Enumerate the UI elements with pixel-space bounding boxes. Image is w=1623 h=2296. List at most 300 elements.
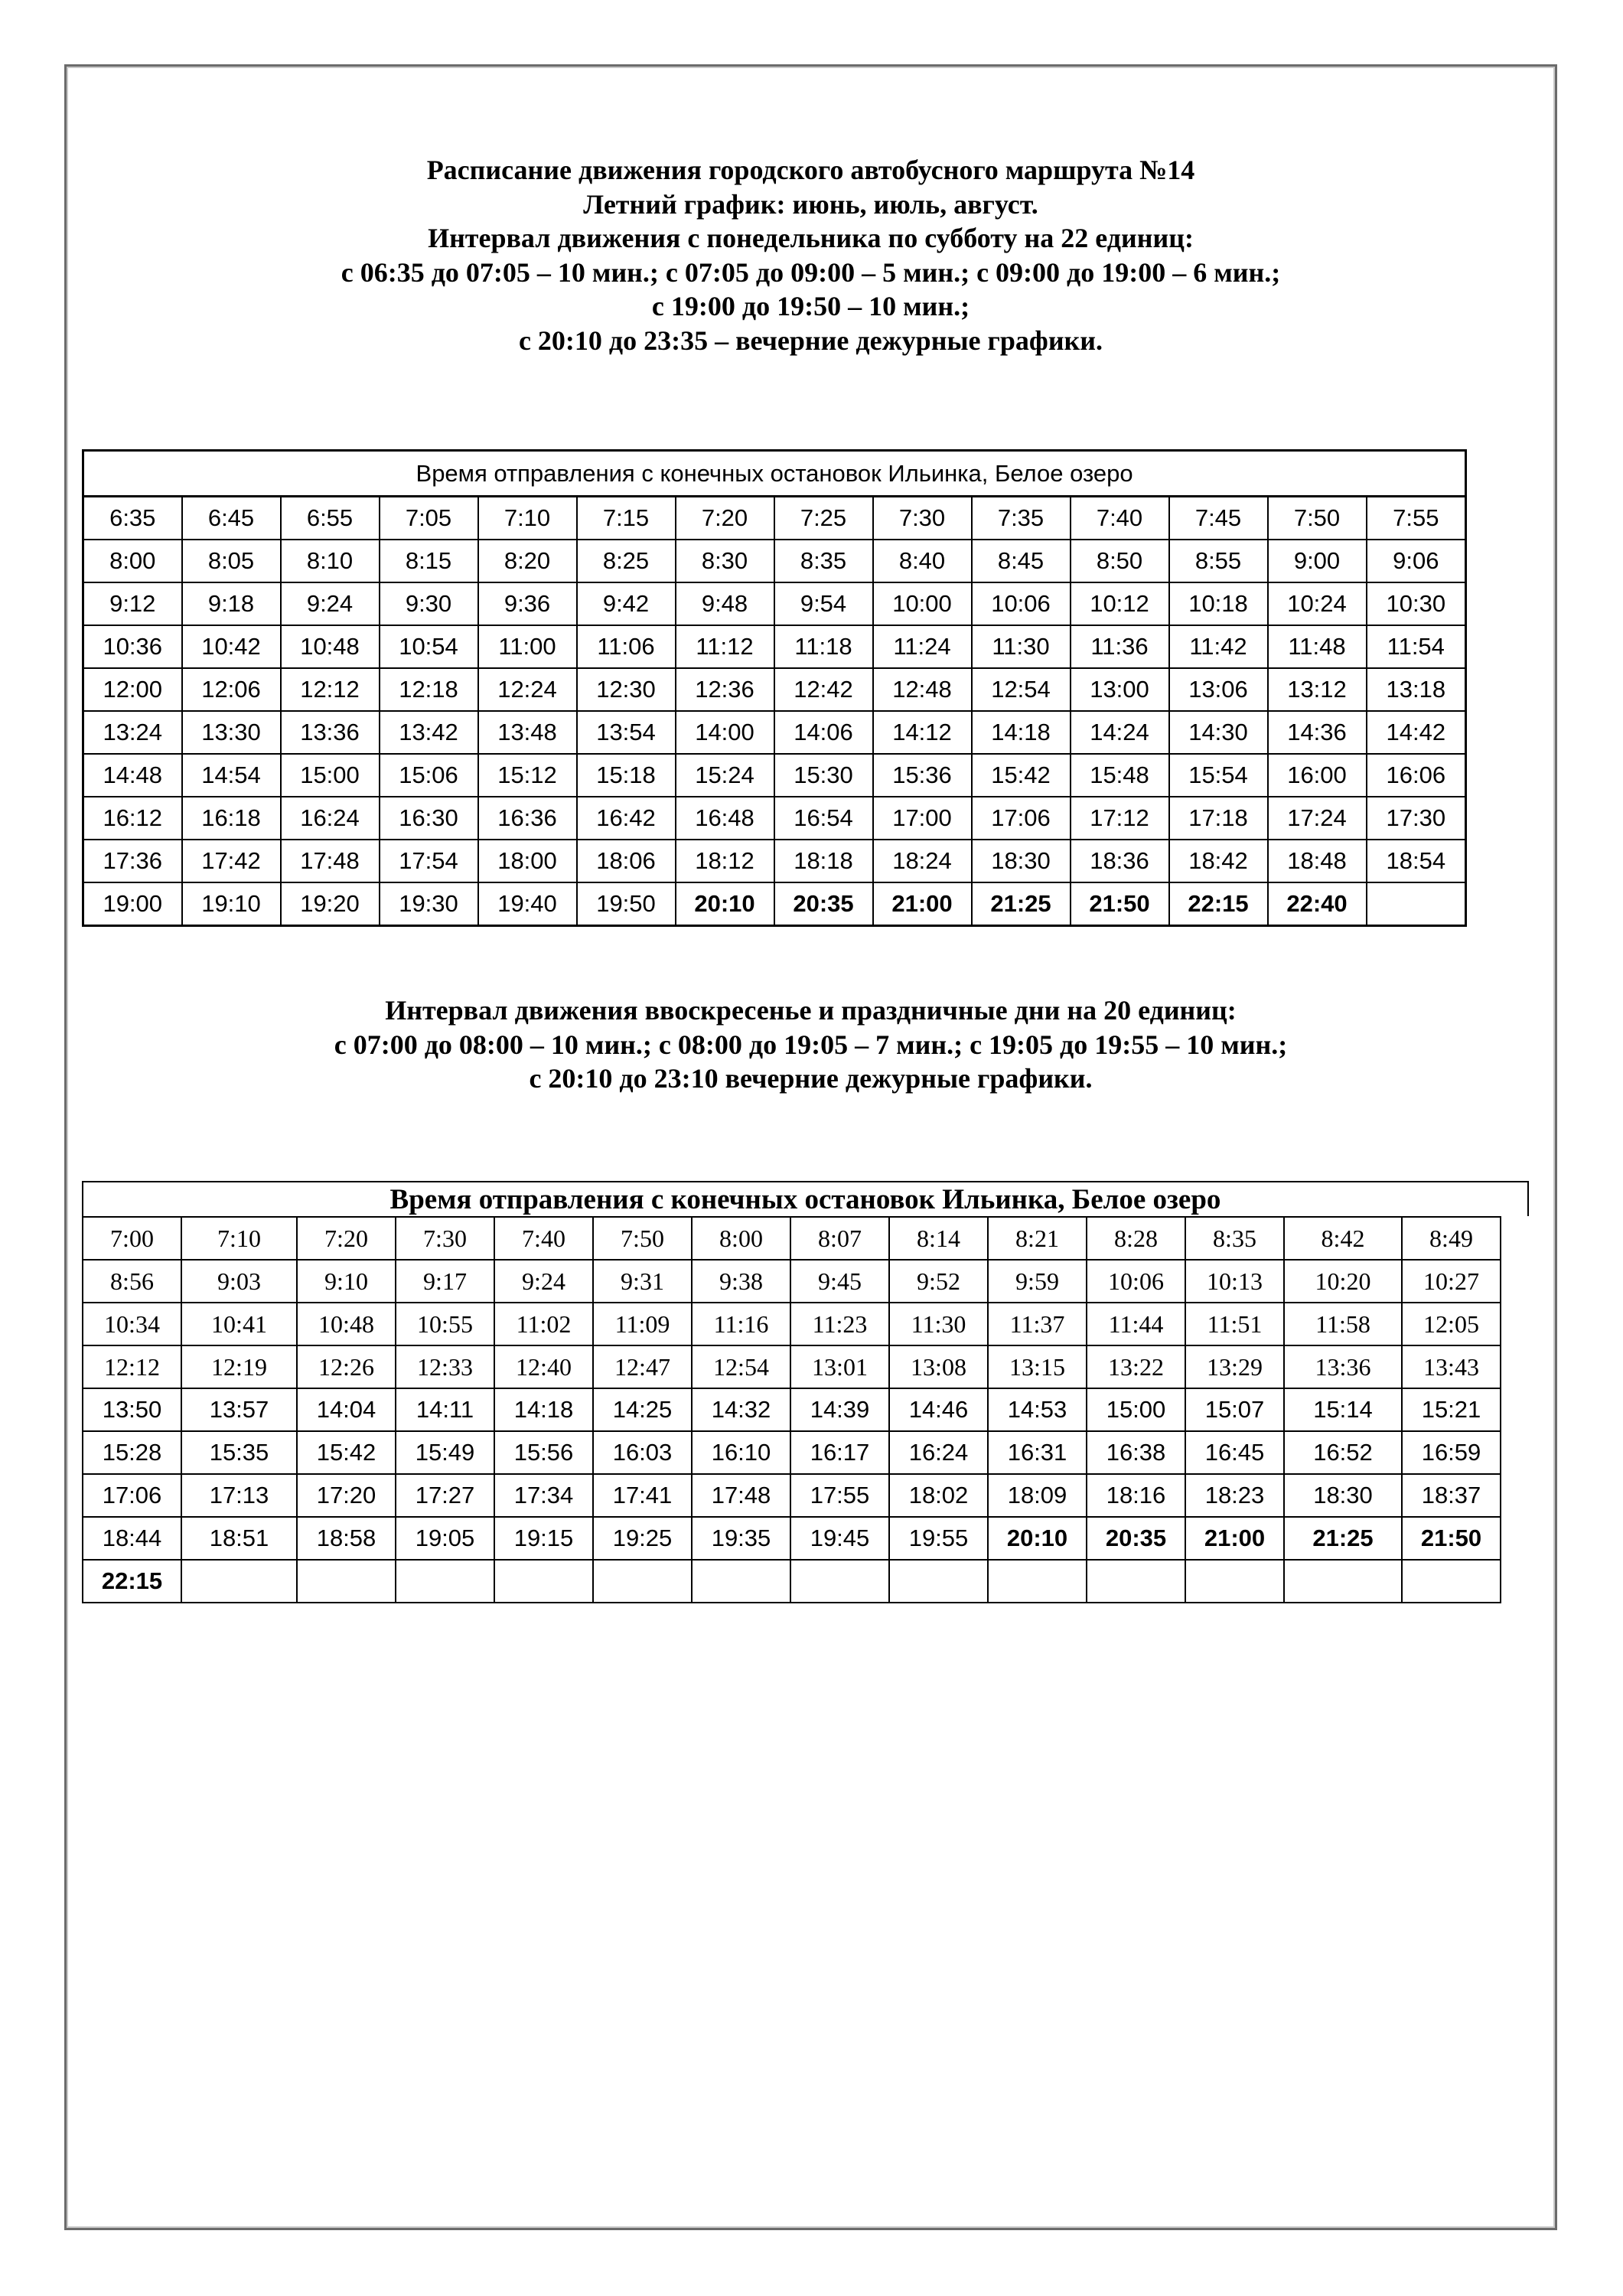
departure-time-cell: 8:20	[478, 540, 577, 582]
departure-time-cell	[889, 1560, 988, 1603]
departure-time-cell: 22:15	[1169, 882, 1268, 926]
departure-time-cell	[1284, 1560, 1402, 1603]
departure-time-cell: 13:18	[1367, 668, 1466, 711]
departure-time-cell: 17:06	[972, 797, 1071, 840]
departure-time-cell: 16:06	[1367, 754, 1466, 797]
departure-time-cell: 21:00	[1185, 1517, 1284, 1560]
departure-time-cell: 17:41	[593, 1474, 692, 1517]
departure-time-cell: 8:00	[83, 540, 182, 582]
departure-time-cell	[396, 1560, 494, 1603]
page-border	[64, 64, 1557, 2230]
departure-time-cell: 8:56	[83, 1260, 181, 1303]
departure-time-cell: 13:12	[1268, 668, 1367, 711]
departure-time-cell: 15:56	[494, 1431, 593, 1474]
departure-time-cell	[1087, 1560, 1185, 1603]
departure-time-cell: 11:42	[1169, 625, 1268, 668]
departure-time-cell: 6:55	[281, 497, 380, 540]
departure-time-cell: 19:05	[396, 1517, 494, 1560]
departure-time-cell: 15:12	[478, 754, 577, 797]
departure-time-cell: 21:50	[1071, 882, 1169, 926]
departure-time-cell: 18:24	[873, 840, 972, 882]
departure-time-cell: 18:36	[1071, 840, 1169, 882]
table-row	[83, 1303, 1501, 1345]
departure-time-cell: 13:29	[1185, 1345, 1284, 1388]
departure-time-cell: 11:12	[676, 625, 774, 668]
departure-time-cell: 17:27	[396, 1474, 494, 1517]
departure-time-cell: 11:54	[1367, 625, 1466, 668]
departure-time-cell: 18:06	[577, 840, 676, 882]
departure-time-cell: 14:32	[692, 1388, 790, 1431]
departure-time-cell: 18:51	[181, 1517, 297, 1560]
departure-time-cell: 14:46	[889, 1388, 988, 1431]
table-row	[83, 1474, 1501, 1517]
departure-time-cell: 17:54	[380, 840, 478, 882]
departure-time-cell: 9:36	[478, 582, 577, 625]
departure-time-cell: 16:18	[182, 797, 281, 840]
departure-time-cell	[1367, 882, 1466, 926]
table-row	[83, 540, 1466, 582]
departure-time-cell: 17:24	[1268, 797, 1367, 840]
departure-time-cell: 7:40	[1071, 497, 1169, 540]
departure-time-cell: 11:30	[972, 625, 1071, 668]
departure-time-cell: 20:10	[988, 1517, 1087, 1560]
departure-time-cell: 18:30	[972, 840, 1071, 882]
departure-time-cell: 17:00	[873, 797, 972, 840]
departure-time-cell: 9:52	[889, 1260, 988, 1303]
departure-time-cell: 12:47	[593, 1345, 692, 1388]
departure-time-cell: 19:30	[380, 882, 478, 926]
departure-time-cell: 14:04	[297, 1388, 396, 1431]
departure-time-cell: 16:45	[1185, 1431, 1284, 1474]
departure-time-cell: 19:25	[593, 1517, 692, 1560]
departure-time-cell: 8:42	[1284, 1217, 1402, 1260]
departure-time-cell: 9:30	[380, 582, 478, 625]
departure-time-cell: 13:06	[1169, 668, 1268, 711]
table-row	[83, 1388, 1501, 1431]
departure-time-cell: 12:40	[494, 1345, 593, 1388]
departure-time-cell: 8:30	[676, 540, 774, 582]
departure-time-cell: 10:12	[1071, 582, 1169, 625]
departure-time-cell: 15:00	[1087, 1388, 1185, 1431]
departure-time-cell: 17:06	[83, 1474, 181, 1517]
departure-time-cell: 18:37	[1402, 1474, 1501, 1517]
departure-time-cell: 12:54	[692, 1345, 790, 1388]
departure-time-cell: 19:55	[889, 1517, 988, 1560]
table-row	[83, 754, 1466, 797]
departure-time-cell: 9:06	[1367, 540, 1466, 582]
departure-time-cell: 17:36	[83, 840, 182, 882]
departure-time-cell: 16:10	[692, 1431, 790, 1474]
departure-time-cell: 7:20	[297, 1217, 396, 1260]
departure-time-cell: 14:42	[1367, 711, 1466, 754]
departure-time-cell: 7:50	[593, 1217, 692, 1260]
departure-time-cell: 10:20	[1284, 1260, 1402, 1303]
departure-time-cell: 12:18	[380, 668, 478, 711]
departure-time-cell: 16:24	[889, 1431, 988, 1474]
departure-time-cell: 12:12	[281, 668, 380, 711]
departure-time-cell: 18:30	[1284, 1474, 1402, 1517]
header-interval-line: с 20:10 до 23:35 – вечерние дежурные графики.	[518, 325, 1103, 356]
departure-time-cell: 8:21	[988, 1217, 1087, 1260]
departure-time-cell: 11:06	[577, 625, 676, 668]
departure-time-cell: 15:49	[396, 1431, 494, 1474]
table-row	[83, 1217, 1501, 1260]
departure-time-cell: 14:48	[83, 754, 182, 797]
departure-time-cell: 14:24	[1071, 711, 1169, 754]
departure-time-cell: 12:54	[972, 668, 1071, 711]
departure-time-cell: 17:30	[1367, 797, 1466, 840]
departure-time-cell: 9:48	[676, 582, 774, 625]
departure-time-cell: 19:10	[182, 882, 281, 926]
header-interval-line: с 19:00 до 19:50 – 10 мин.;	[651, 291, 970, 321]
departure-time-cell: 8:50	[1071, 540, 1169, 582]
departure-time-cell: 22:40	[1268, 882, 1367, 926]
departure-time-cell: 9:31	[593, 1260, 692, 1303]
departure-time-cell: 10:34	[83, 1303, 181, 1345]
departure-time-cell: 14:30	[1169, 711, 1268, 754]
departure-time-cell	[494, 1560, 593, 1603]
departure-time-cell: 7:55	[1367, 497, 1466, 540]
table-title: Время отправления с конечных остановок Ильинка, Белое озеро	[82, 1181, 1529, 1216]
departure-time-cell: 19:50	[577, 882, 676, 926]
departure-time-cell: 10:06	[972, 582, 1071, 625]
departure-time-cell: 11:44	[1087, 1303, 1185, 1345]
departure-time-cell: 11:18	[774, 625, 873, 668]
departure-time-cell: 8:10	[281, 540, 380, 582]
departure-time-cell: 12:48	[873, 668, 972, 711]
departure-time-cell: 19:20	[281, 882, 380, 926]
departure-time-cell: 11:00	[478, 625, 577, 668]
schedule-header-holidays	[64, 993, 1557, 1096]
departure-time-cell: 7:20	[676, 497, 774, 540]
departure-time-cell: 21:25	[972, 882, 1071, 926]
departure-time-cell: 7:25	[774, 497, 873, 540]
departure-time-cell: 13:36	[1284, 1345, 1402, 1388]
departure-time-cell: 17:55	[790, 1474, 889, 1517]
departure-time-cell: 19:40	[478, 882, 577, 926]
departure-time-cell: 17:42	[182, 840, 281, 882]
departure-time-cell: 8:35	[1185, 1217, 1284, 1260]
departure-time-cell: 11:58	[1284, 1303, 1402, 1345]
departure-time-cell: 18:00	[478, 840, 577, 882]
departure-time-cell: 11:36	[1071, 625, 1169, 668]
departure-time-cell: 17:13	[181, 1474, 297, 1517]
departure-time-cell	[1402, 1560, 1501, 1603]
departure-time-cell: 10:48	[281, 625, 380, 668]
departure-time-cell: 18:02	[889, 1474, 988, 1517]
departure-time-cell: 18:44	[83, 1517, 181, 1560]
departure-time-cell: 11:09	[593, 1303, 692, 1345]
departure-time-cell: 18:58	[297, 1517, 396, 1560]
departure-time-cell: 19:15	[494, 1517, 593, 1560]
departure-time-cell: 9:59	[988, 1260, 1087, 1303]
departure-time-cell: 13:42	[380, 711, 478, 754]
departure-time-cell: 15:42	[972, 754, 1071, 797]
departure-time-cell: 8:49	[1402, 1217, 1501, 1260]
departure-time-cell	[181, 1560, 297, 1603]
departure-time-cell: 20:10	[676, 882, 774, 926]
departure-time-cell: 14:12	[873, 711, 972, 754]
departure-time-cell: 17:48	[692, 1474, 790, 1517]
departure-time-cell: 14:06	[774, 711, 873, 754]
departure-time-cell: 18:42	[1169, 840, 1268, 882]
departure-time-cell: 12:36	[676, 668, 774, 711]
departure-time-cell: 16:38	[1087, 1431, 1185, 1474]
table-title: Время отправления с конечных остановок Ильинка, Белое озеро	[83, 451, 1466, 497]
table-row	[83, 625, 1466, 668]
departure-time-cell: 10:00	[873, 582, 972, 625]
departure-time-cell: 12:06	[182, 668, 281, 711]
departure-time-cell: 9:03	[181, 1260, 297, 1303]
departure-time-cell: 15:06	[380, 754, 478, 797]
departure-time-cell: 16:59	[1402, 1431, 1501, 1474]
departure-time-cell: 17:34	[494, 1474, 593, 1517]
departure-time-cell: 10:48	[297, 1303, 396, 1345]
departure-time-cell: 9:00	[1268, 540, 1367, 582]
departure-time-cell: 6:35	[83, 497, 182, 540]
departure-time-cell: 16:52	[1284, 1431, 1402, 1474]
departure-time-cell: 13:24	[83, 711, 182, 754]
departure-time-cell: 16:54	[774, 797, 873, 840]
table-row	[83, 1431, 1501, 1474]
departure-time-cell: 13:48	[478, 711, 577, 754]
departure-time-cell: 10:24	[1268, 582, 1367, 625]
departure-time-cell: 15:30	[774, 754, 873, 797]
departure-time-cell: 14:54	[182, 754, 281, 797]
departure-time-cell: 12:19	[181, 1345, 297, 1388]
departure-time-cell: 13:57	[181, 1388, 297, 1431]
departure-time-cell: 15:42	[297, 1431, 396, 1474]
departure-time-cell	[790, 1560, 889, 1603]
departure-time-cell: 17:20	[297, 1474, 396, 1517]
departure-time-cell: 15:35	[181, 1431, 297, 1474]
departure-time-cell: 21:00	[873, 882, 972, 926]
departure-time-cell: 11:02	[494, 1303, 593, 1345]
departure-time-cell: 7:45	[1169, 497, 1268, 540]
departure-time-cell: 7:50	[1268, 497, 1367, 540]
departure-time-cell: 7:00	[83, 1217, 181, 1260]
header-interval-line: с 06:35 до 07:05 – 10 мин.; с 07:05 до 09:00 – 5 мин.; с 09:00 до 19:00 – 6 мин.;	[341, 256, 1281, 288]
departure-time-cell: 11:48	[1268, 625, 1367, 668]
departure-time-cell: 11:51	[1185, 1303, 1284, 1345]
departure-time-cell: 21:50	[1402, 1517, 1501, 1560]
departure-time-cell: 8:40	[873, 540, 972, 582]
table-row	[83, 1560, 1501, 1603]
departure-time-cell: 16:24	[281, 797, 380, 840]
departure-time-cell: 13:00	[1071, 668, 1169, 711]
departure-time-cell: 9:24	[494, 1260, 593, 1303]
departure-time-cell: 8:28	[1087, 1217, 1185, 1260]
departure-time-cell: 16:12	[83, 797, 182, 840]
departure-time-cell: 11:30	[889, 1303, 988, 1345]
departure-time-cell: 16:42	[577, 797, 676, 840]
departure-time-cell: 7:40	[494, 1217, 593, 1260]
departure-time-cell: 9:54	[774, 582, 873, 625]
departure-time-cell: 18:54	[1367, 840, 1466, 882]
table-row	[83, 1345, 1501, 1388]
departure-time-cell: 12:05	[1402, 1303, 1501, 1345]
departure-time-cell: 8:05	[182, 540, 281, 582]
departure-time-cell: 8:07	[790, 1217, 889, 1260]
departure-time-cell: 15:48	[1071, 754, 1169, 797]
departure-time-cell: 7:30	[396, 1217, 494, 1260]
departure-time-cell: 12:42	[774, 668, 873, 711]
departure-time-cell: 10:42	[182, 625, 281, 668]
departure-time-cell: 18:12	[676, 840, 774, 882]
departure-time-cell	[593, 1560, 692, 1603]
departure-time-cell: 10:27	[1402, 1260, 1501, 1303]
departure-time-cell: 18:48	[1268, 840, 1367, 882]
header-interval-title: Интервал движения с понедельника по субботу на 22 единиц:	[428, 223, 1194, 253]
departure-time-cell: 20:35	[1087, 1517, 1185, 1560]
departure-time-cell: 10:06	[1087, 1260, 1185, 1303]
holiday-departure-table	[82, 1216, 1501, 1603]
departure-time-cell: 18:09	[988, 1474, 1087, 1517]
departure-time-cell: 19:45	[790, 1517, 889, 1560]
departure-time-cell: 10:54	[380, 625, 478, 668]
departure-time-cell: 22:15	[83, 1560, 181, 1603]
departure-time-cell: 10:36	[83, 625, 182, 668]
departure-time-cell: 15:36	[873, 754, 972, 797]
departure-time-cell: 17:12	[1071, 797, 1169, 840]
departure-time-cell: 15:07	[1185, 1388, 1284, 1431]
departure-time-cell	[692, 1560, 790, 1603]
table-row	[83, 882, 1466, 926]
departure-time-cell: 15:14	[1284, 1388, 1402, 1431]
table-row	[83, 497, 1466, 540]
departure-time-cell: 15:24	[676, 754, 774, 797]
header-interval-title: Интервал движения ввоскресенье и праздничные дни на 20 единиц:	[385, 995, 1237, 1026]
departure-time-cell: 11:23	[790, 1303, 889, 1345]
departure-time-cell: 10:55	[396, 1303, 494, 1345]
departure-time-cell	[988, 1560, 1087, 1603]
departure-time-cell: 13:36	[281, 711, 380, 754]
departure-time-cell: 9:42	[577, 582, 676, 625]
departure-time-cell: 14:53	[988, 1388, 1087, 1431]
departure-time-cell: 7:10	[181, 1217, 297, 1260]
departure-time-cell: 16:03	[593, 1431, 692, 1474]
departure-time-cell: 9:12	[83, 582, 182, 625]
departure-time-cell: 8:25	[577, 540, 676, 582]
departure-time-cell: 14:11	[396, 1388, 494, 1431]
departure-time-cell: 8:00	[692, 1217, 790, 1260]
departure-time-cell: 12:12	[83, 1345, 181, 1388]
departure-time-cell: 15:28	[83, 1431, 181, 1474]
table-row	[83, 668, 1466, 711]
departure-time-cell: 7:15	[577, 497, 676, 540]
departure-time-cell: 7:30	[873, 497, 972, 540]
departure-time-cell: 13:50	[83, 1388, 181, 1431]
departure-time-cell: 11:16	[692, 1303, 790, 1345]
departure-time-cell: 12:00	[83, 668, 182, 711]
departure-time-cell: 15:00	[281, 754, 380, 797]
departure-time-cell: 15:18	[577, 754, 676, 797]
departure-time-cell: 9:18	[182, 582, 281, 625]
departure-time-cell: 8:55	[1169, 540, 1268, 582]
departure-time-cell: 10:13	[1185, 1260, 1284, 1303]
departure-time-cell: 15:54	[1169, 754, 1268, 797]
departure-time-cell: 13:15	[988, 1345, 1087, 1388]
departure-time-cell: 14:39	[790, 1388, 889, 1431]
header-interval-line: с 20:10 до 23:10 вечерние дежурные графики.	[529, 1063, 1093, 1094]
departure-time-cell: 19:00	[83, 882, 182, 926]
departure-time-cell: 9:24	[281, 582, 380, 625]
departure-time-cell: 12:24	[478, 668, 577, 711]
departure-time-cell: 18:16	[1087, 1474, 1185, 1517]
departure-time-cell: 16:48	[676, 797, 774, 840]
departure-time-cell: 13:01	[790, 1345, 889, 1388]
departure-time-cell: 10:30	[1367, 582, 1466, 625]
departure-time-cell: 7:10	[478, 497, 577, 540]
departure-time-cell: 8:15	[380, 540, 478, 582]
departure-time-cell: 7:05	[380, 497, 478, 540]
schedule-header-weekdays	[64, 153, 1557, 357]
departure-time-cell: 10:18	[1169, 582, 1268, 625]
departure-time-cell: 12:30	[577, 668, 676, 711]
departure-time-cell: 20:35	[774, 882, 873, 926]
departure-time-cell: 8:45	[972, 540, 1071, 582]
departure-time-cell: 9:45	[790, 1260, 889, 1303]
departure-time-cell: 19:35	[692, 1517, 790, 1560]
departure-time-cell: 16:00	[1268, 754, 1367, 797]
departure-time-cell: 10:41	[181, 1303, 297, 1345]
departure-time-cell: 16:30	[380, 797, 478, 840]
departure-time-cell: 9:17	[396, 1260, 494, 1303]
departure-time-cell: 14:36	[1268, 711, 1367, 754]
departure-time-cell: 11:37	[988, 1303, 1087, 1345]
departure-time-cell: 13:54	[577, 711, 676, 754]
departure-time-cell: 21:25	[1284, 1517, 1402, 1560]
table-row	[83, 711, 1466, 754]
departure-time-cell: 13:22	[1087, 1345, 1185, 1388]
departure-time-cell: 17:48	[281, 840, 380, 882]
departure-time-cell: 13:08	[889, 1345, 988, 1388]
departure-time-cell: 14:18	[494, 1388, 593, 1431]
departure-time-cell: 6:45	[182, 497, 281, 540]
departure-time-cell: 7:35	[972, 497, 1071, 540]
header-interval-line: с 07:00 до 08:00 – 10 мин.; с 08:00 до 19:05 – 7 мин.; с 19:05 до 19:55 – 10 мин.;	[334, 1029, 1288, 1060]
table-row	[83, 797, 1466, 840]
departure-time-cell: 12:26	[297, 1345, 396, 1388]
departure-time-cell	[1185, 1560, 1284, 1603]
table-row	[83, 1517, 1501, 1560]
departure-time-cell: 9:10	[297, 1260, 396, 1303]
departure-time-cell: 17:18	[1169, 797, 1268, 840]
departure-time-cell: 18:18	[774, 840, 873, 882]
header-season: Летний график: июнь, июль, август.	[583, 188, 1038, 220]
departure-time-cell: 18:23	[1185, 1474, 1284, 1517]
departure-time-cell: 13:43	[1402, 1345, 1501, 1388]
weekday-departure-table	[82, 449, 1467, 927]
departure-time-cell: 16:36	[478, 797, 577, 840]
departure-time-cell: 16:17	[790, 1431, 889, 1474]
header-title: Расписание движения городского автобусного маршрута №14	[426, 155, 1195, 185]
departure-time-cell	[297, 1560, 396, 1603]
departure-time-cell: 14:25	[593, 1388, 692, 1431]
departure-time-cell: 15:21	[1402, 1388, 1501, 1431]
departure-time-cell: 11:24	[873, 625, 972, 668]
departure-time-cell: 8:14	[889, 1217, 988, 1260]
departure-time-cell: 14:00	[676, 711, 774, 754]
table-row	[83, 1260, 1501, 1303]
departure-time-cell: 12:33	[396, 1345, 494, 1388]
departure-time-cell: 8:35	[774, 540, 873, 582]
departure-time-cell: 9:38	[692, 1260, 790, 1303]
table-row	[83, 840, 1466, 882]
departure-time-cell: 13:30	[182, 711, 281, 754]
departure-time-cell: 16:31	[988, 1431, 1087, 1474]
departure-time-cell: 14:18	[972, 711, 1071, 754]
